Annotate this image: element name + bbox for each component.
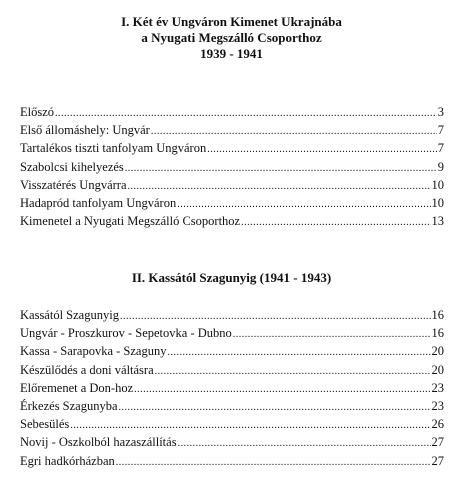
toc-entry <box>20 158 444 176</box>
toc-entry-title: Érkezés Szagunyba <box>20 398 118 413</box>
toc-entry <box>20 176 444 194</box>
toc-entry <box>20 212 444 230</box>
toc-entry-page: 9 <box>437 159 444 174</box>
toc-entry-page: 16 <box>431 326 444 341</box>
toc-entry-page: 13 <box>431 214 444 229</box>
toc-leader-dots <box>233 326 431 344</box>
toc-leader-dots <box>207 141 437 159</box>
toc-entry-title: Első állomáshely: Ungvár <box>20 123 150 138</box>
toc-entry <box>20 121 444 139</box>
toc-entry-title: Ungvár - Proszkurov - Sepetovka - Dubno <box>20 326 232 341</box>
toc-entry-title: Kimenetel a Nyugati Megszálló Csoporthoz <box>20 214 241 229</box>
toc-entry-title: Kassa - Sarapovka - Szaguny <box>20 344 167 359</box>
toc-entry-title: Sebesülés <box>20 417 70 432</box>
toc-entry <box>20 452 444 470</box>
toc-entry-page: 16 <box>431 308 444 322</box>
toc-entry <box>20 103 444 121</box>
toc-entry-title: Készülődés a doni váltásra <box>20 362 154 377</box>
toc-entry-page: 7 <box>437 141 444 156</box>
toc-entry-title: Kassától Szagunyig <box>20 308 119 322</box>
toc-entry-page: 23 <box>431 398 444 413</box>
toc-entry-title: Előszó <box>20 105 55 119</box>
section-1-heading-line: a Nyugati Megszálló Csoporthoz <box>141 30 322 45</box>
toc-entry <box>20 433 444 451</box>
section-2-heading <box>0 270 463 286</box>
toc-leader-dots <box>119 399 431 417</box>
toc-entry-page: 3 <box>437 105 444 119</box>
toc-entry-title: Előremenet a Don-hoz <box>20 380 134 395</box>
section-1-toc <box>20 103 444 230</box>
toc-entry <box>20 361 444 379</box>
toc-entry-page: 20 <box>431 362 444 377</box>
toc-entry-title: Hadapród tanfolyam Ungváron <box>20 195 177 210</box>
toc-leader-dots <box>178 435 431 453</box>
toc-leader-dots <box>241 214 430 232</box>
toc-entry <box>20 324 444 342</box>
toc-entry <box>20 342 444 360</box>
toc-entry-page: 23 <box>431 380 444 395</box>
toc-entry <box>20 194 444 212</box>
toc-entry-page: 20 <box>431 344 444 359</box>
toc-leader-dots <box>116 454 431 472</box>
section-2-toc <box>20 306 444 470</box>
toc-entry-title: Tartalékos tiszti tanfolyam Ungváron <box>20 141 207 156</box>
toc-entry-title: Visszatérés Ungvárra <box>20 177 127 192</box>
toc-entry-title: Novij - Oszkolból hazaszállítás <box>20 435 177 450</box>
toc-entry-page: 7 <box>437 123 444 138</box>
toc-leader-dots <box>155 363 431 381</box>
toc-entry-page: 10 <box>431 177 444 192</box>
toc-entry-page: 26 <box>431 417 444 432</box>
section-1-heading <box>0 14 463 62</box>
section-1-heading-line: I. Két év Ungváron Kimenet Ukrajnába <box>121 14 342 29</box>
section-2-heading-line: II. Kassától Szagunyig (1941 - 1943) <box>131 270 332 285</box>
toc-entry <box>20 415 444 433</box>
toc-entry-page: 27 <box>431 453 444 468</box>
toc-entry <box>20 397 444 415</box>
toc-entry-page: 27 <box>431 435 444 450</box>
toc-entry <box>20 379 444 397</box>
toc-leader-dots <box>125 160 437 178</box>
toc-entry-page: 10 <box>431 195 444 210</box>
toc-entry-title: Egri hadkórházban <box>20 453 115 468</box>
toc-leader-dots <box>134 381 430 399</box>
section-1-heading-line: 1939 - 1941 <box>200 46 263 61</box>
toc-leader-dots <box>167 344 430 362</box>
toc-entry <box>20 139 444 157</box>
toc-entry <box>20 306 444 324</box>
toc-entry-title: Szabolcsi kihelyezés <box>20 159 124 174</box>
